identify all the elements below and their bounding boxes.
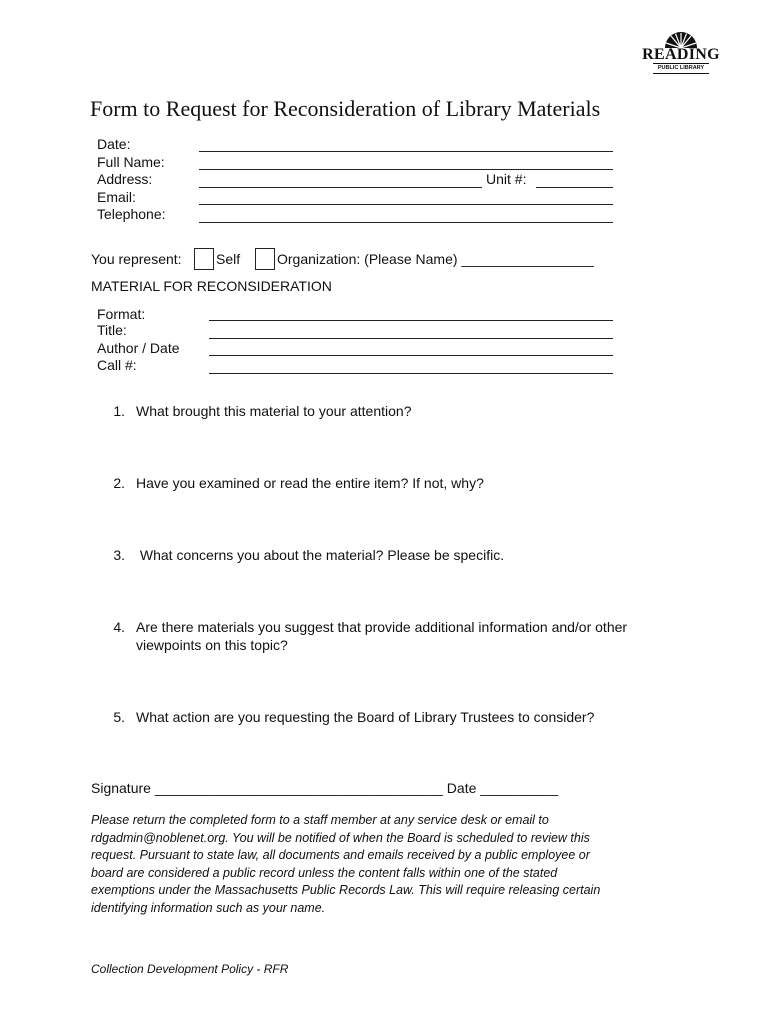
logo-name: READING <box>642 46 720 63</box>
author-date-field[interactable] <box>209 355 613 356</box>
represent-label: You represent: <box>91 251 182 267</box>
return-instructions: Please return the completed form to a staff member at any service desk or email to rdgadmin@noblenet.org. You will be notified of when the Board is scheduled to review this request. Pursuant to state law, all documents and emails received by a public employee or board are considered a public record unless the content falls within one of the stated exemptions under the Massachusetts Public Records Law. This will require releasing certain identifying information such as your name. <box>91 813 601 915</box>
logo-subtitle: PUBLIC LIBRARY <box>657 65 705 71</box>
title-label: Title: <box>97 322 127 338</box>
call-number-field[interactable] <box>209 373 613 374</box>
unit-label: Unit #: <box>486 171 527 187</box>
author-date-label: Author / Date <box>97 340 180 356</box>
logo-rule-bottom <box>653 73 709 74</box>
date-label: Date: <box>97 136 131 152</box>
address-label: Address: <box>97 171 153 187</box>
organization-checkbox[interactable] <box>255 248 275 270</box>
email-field[interactable] <box>199 204 613 205</box>
telephone-label: Telephone: <box>97 206 166 222</box>
date-field[interactable] <box>199 151 613 152</box>
self-label: Self <box>216 251 241 267</box>
format-field[interactable] <box>209 320 613 321</box>
organization-label: Organization: (Please Name) _________________ <box>277 251 594 267</box>
signature-date-line[interactable]: Signature _____________________________________ Date __________ <box>91 780 559 796</box>
telephone-field[interactable] <box>199 222 613 223</box>
footer: Collection Development Policy - RFR <box>91 962 289 976</box>
email-label: Email: <box>97 189 136 205</box>
format-label: Format: <box>97 306 146 322</box>
logo-rule <box>653 63 709 64</box>
full-name-label: Full Name: <box>97 154 165 170</box>
address-field[interactable] <box>199 187 482 188</box>
page-title: Form to Request for Reconsideration of Library Materials <box>90 96 601 121</box>
title-field[interactable] <box>209 338 613 339</box>
self-checkbox[interactable] <box>194 248 214 270</box>
full-name-field[interactable] <box>199 169 613 170</box>
unit-field[interactable] <box>536 187 613 188</box>
reading-public-library-logo <box>639 30 723 78</box>
material-heading: MATERIAL FOR RECONSIDERATION <box>91 278 332 294</box>
call-number-label: Call #: <box>97 357 137 373</box>
